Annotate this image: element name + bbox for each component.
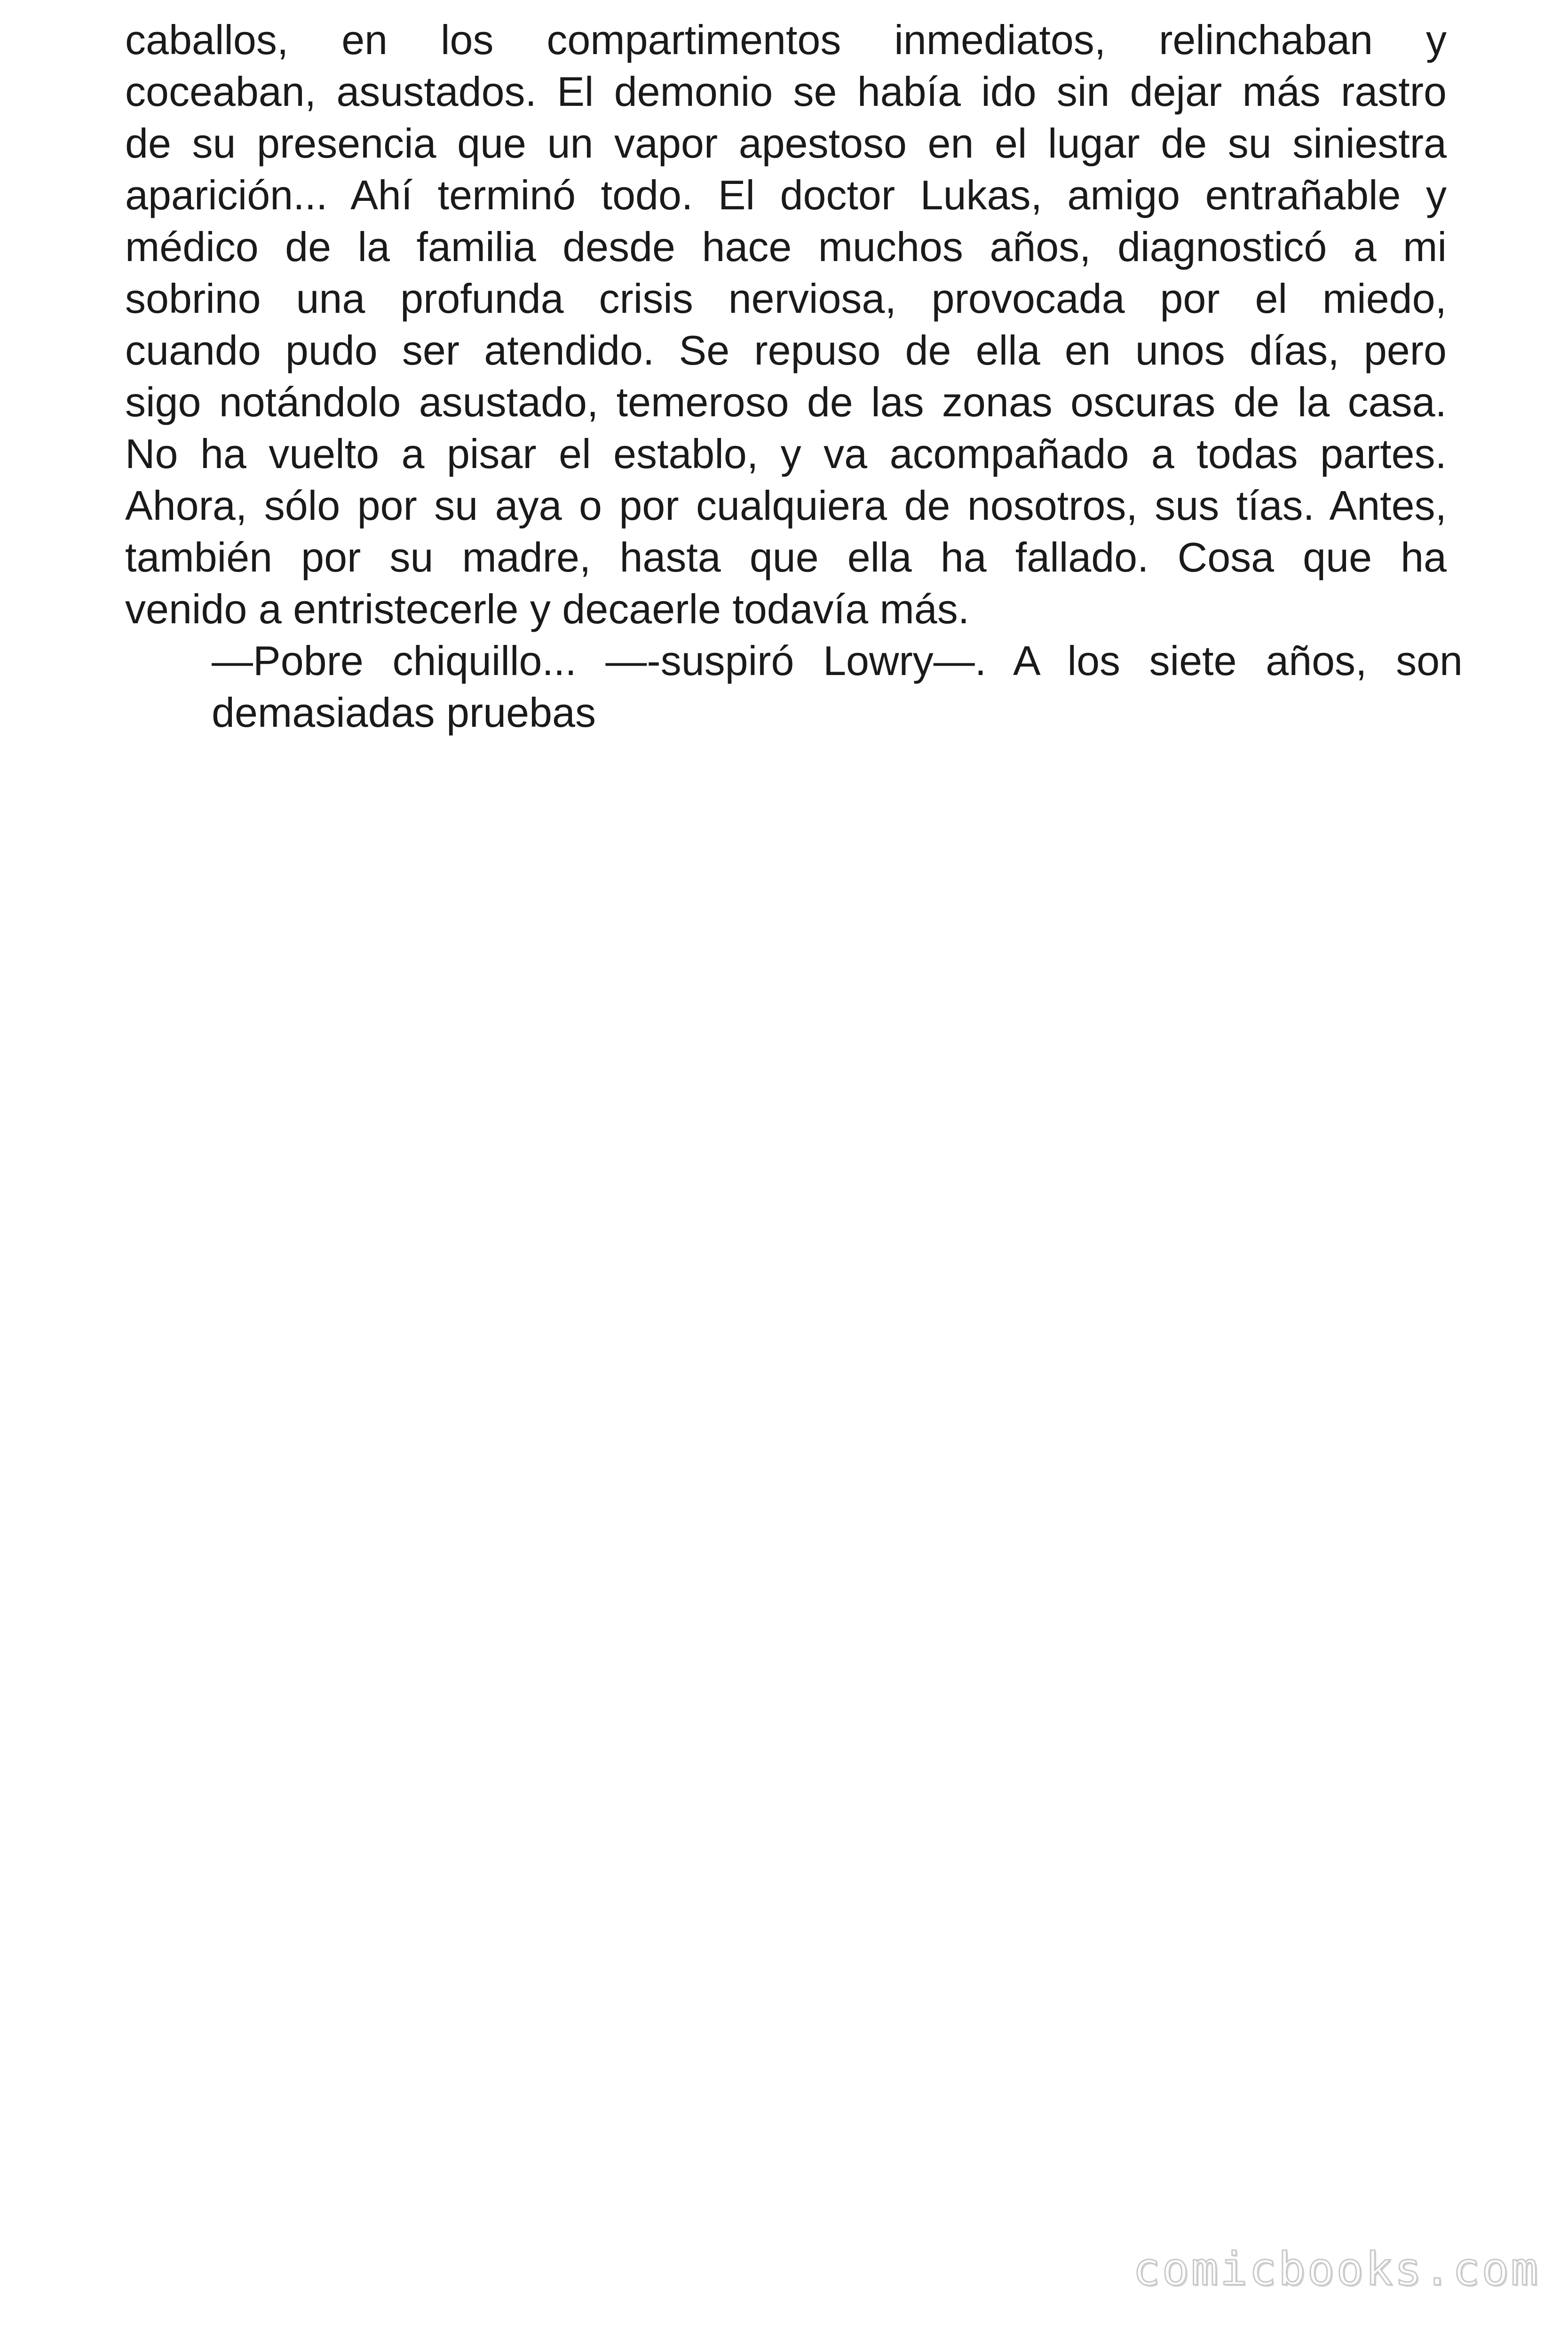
text-line: coceaban, asustados. El demonio se había ido sin dejar más rastro xyxy=(125,68,1447,115)
text-line: sobrino una profunda crisis nerviosa, provocada por el miedo, xyxy=(125,275,1447,322)
text-line: aparición... Ahí terminó todo. El doctor Lukas, amigo entrañable y xyxy=(125,172,1447,218)
text-line: también por su madre, hasta que ella ha fallado. Cosa que ha xyxy=(125,534,1447,580)
text-line: de su presencia que un vapor apestoso en el lugar de su siniestra xyxy=(125,120,1447,167)
text-line: médico de la familia desde hace muchos años, diagnosticó a mi xyxy=(125,223,1447,270)
text-line: venido a entristecerle y decaerle todavía más. xyxy=(125,586,970,632)
text-line: Ahora, sólo por su aya o por cualquiera de nosotros, sus tías. Antes, xyxy=(125,482,1447,529)
watermark: comicbooks.com xyxy=(1132,2243,1540,2296)
body-paragraph xyxy=(125,14,1447,635)
text-line: —Pobre chiquillo... —-suspiró Lowry—. A los siete años, son xyxy=(212,637,1463,684)
dialogue-paragraph xyxy=(212,635,1463,739)
text-line: caballos, en los compartimentos inmediatos, relinchaban y xyxy=(125,16,1447,63)
text-line: No ha vuelto a pisar el establo, y va acompañado a todas partes. xyxy=(125,430,1447,477)
text-line: sigo notándolo asustado, temeroso de las zonas oscuras de la casa. xyxy=(125,379,1447,425)
text-line: demasiadas pruebas xyxy=(212,689,596,736)
text-line: cuando pudo ser atendido. Se repuso de ella en unos días, pero xyxy=(125,327,1447,373)
